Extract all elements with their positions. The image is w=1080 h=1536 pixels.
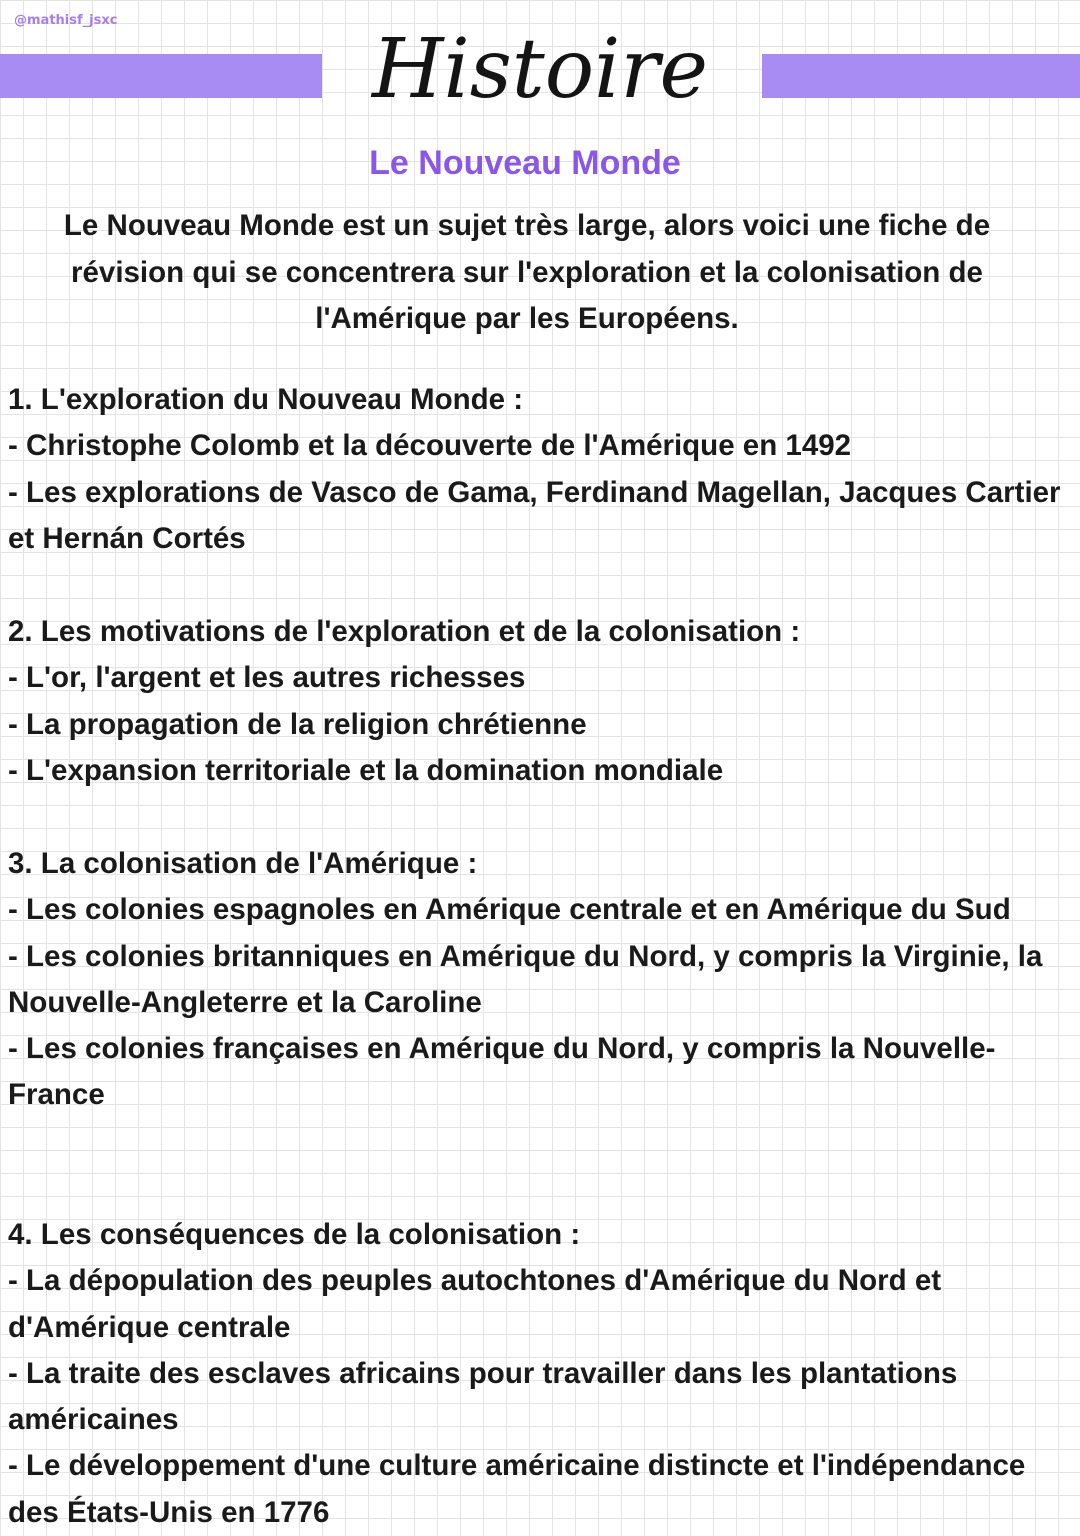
section-heading: 3. La colonisation de l'Amérique : [8, 847, 478, 880]
page-subtitle: Le Nouveau Monde [369, 144, 681, 182]
list-item: - L'expansion territoriale et la domination mondiale [8, 753, 724, 787]
intro-paragraph: Le Nouveau Monde est un sujet très large, alors voici une fiche de révision qui se concentrera sur l'exploration et la colonisation de l'Amérique par les Européens. [63, 209, 991, 335]
section-heading: 4. Les conséquences de la colonisation : [8, 1218, 581, 1251]
list-item: - L'or, l'argent et les autres richesses [8, 661, 526, 695]
page-title: Histoire [371, 22, 709, 117]
list-item: - Le développement d'une culture américaine distincte et l'indépendance des États-Unis en 1776 [8, 1449, 1026, 1529]
section-consequences [8, 1212, 1072, 1536]
section-exploration [8, 377, 1072, 562]
list-item: - Les explorations de Vasco de Gama, Ferdinand Magellan, Jacques Cartier et Hernán Cortés [8, 475, 1061, 555]
list-item: - Les colonies françaises en Amérique du Nord, y compris la Nouvelle-France [8, 1032, 996, 1112]
list-item: - Christophe Colomb et la découverte de l'Amérique en 1492 [8, 429, 852, 463]
author-handle: @mathisf_jsxc [14, 13, 118, 28]
list-item: - Les colonies britanniques en Amérique du Nord, y compris la Virginie, la Nouvelle-Angleterre et la Caroline [8, 939, 1043, 1019]
list-item: - Les colonies espagnoles en Amérique centrale et en Amérique du Sud [8, 893, 1011, 927]
section-colonisation [8, 841, 1072, 1119]
list-item: - La dépopulation des peuples autochtones d'Amérique du Nord et d'Amérique centrale [8, 1264, 942, 1344]
section-heading: 2. Les motivations de l'exploration et de la colonisation : [8, 615, 801, 648]
list-item: - La traite des esclaves africains pour travailler dans les plantations américaines [8, 1356, 958, 1437]
section-heading: 1. L'exploration du Nouveau Monde : [8, 383, 524, 416]
section-motivations [8, 609, 1072, 794]
list-item: - La propagation de la religion chrétienne [8, 707, 587, 741]
